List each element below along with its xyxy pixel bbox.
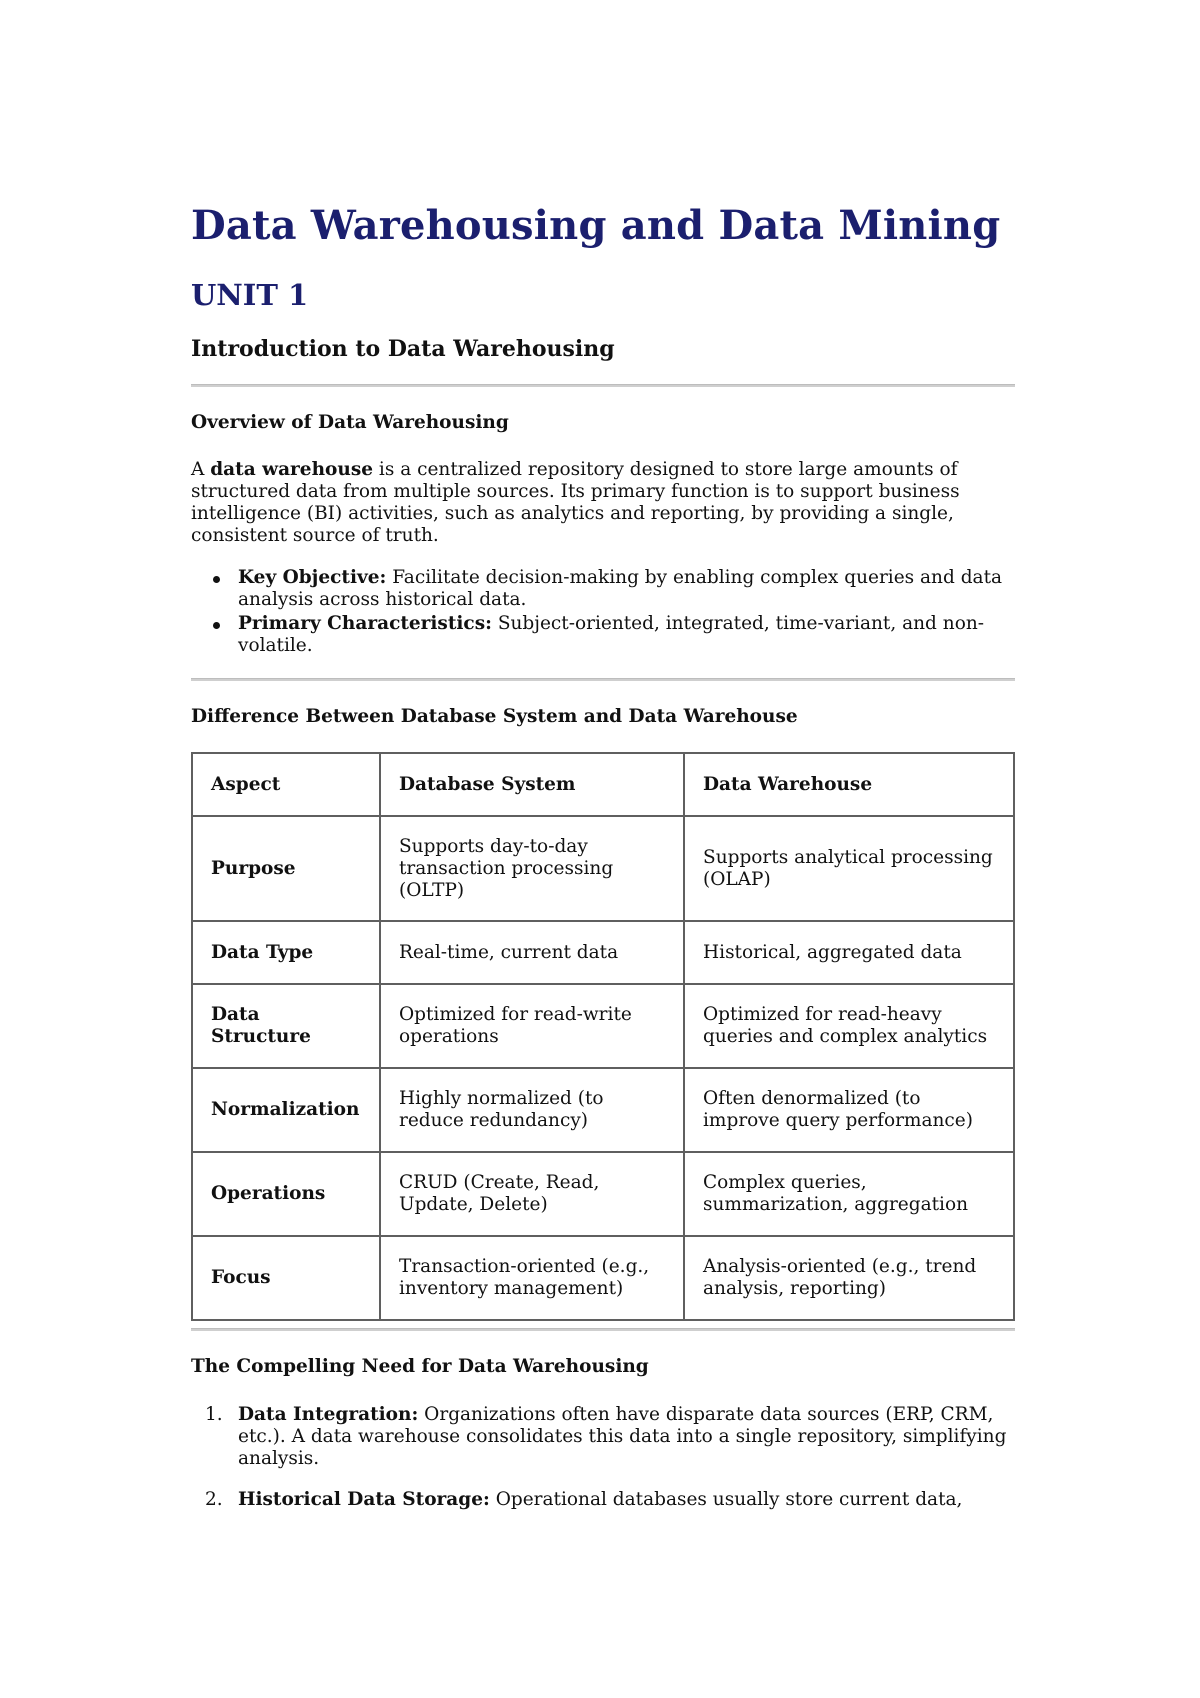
horizontal-rule (191, 384, 1015, 387)
bullet-label: Key Objective: (238, 567, 387, 588)
table-cell: CRUD (Create, Read, Update, Delete) (380, 1152, 684, 1236)
table-row (192, 1236, 1014, 1320)
bullet-icon (213, 622, 220, 629)
table-cell-aspect: Data Type (192, 921, 380, 984)
need-numbered-list (191, 1404, 1015, 1511)
overview-bullet-list (191, 567, 1015, 659)
overview-para-bold-term: data warehouse (210, 459, 374, 480)
table-header-cell: Aspect (192, 753, 380, 816)
table-cell: Transaction-oriented (e.g., inventory management) (380, 1236, 684, 1320)
overview-paragraph (191, 459, 1015, 547)
difference-heading: Difference Between Database System and Data Warehouse (191, 706, 798, 727)
list-item (238, 613, 1015, 657)
document-title: Data Warehousing and Data Mining (191, 202, 1001, 249)
list-number: 1. (205, 1404, 223, 1425)
table-cell: Complex queries, summarization, aggregation (684, 1152, 1014, 1236)
list-number: 2. (205, 1489, 223, 1510)
table-row (192, 816, 1014, 921)
table-cell: Supports analytical processing (OLAP) (684, 816, 1014, 921)
unit-heading: UNIT 1 (191, 278, 309, 312)
bullet-text: Facilitate decision-making by enabling complex queries and data analysis across historical data. (238, 567, 1003, 610)
table-row (192, 921, 1014, 984)
horizontal-rule (191, 1328, 1015, 1331)
overview-heading: Overview of Data Warehousing (191, 412, 509, 433)
table-cell-aspect: Normalization (192, 1068, 380, 1152)
list-item-text: Operational databases usually store current data, (489, 1489, 963, 1510)
table-cell: Supports day-to-day transaction processing (OLTP) (380, 816, 684, 921)
table-row (192, 1068, 1014, 1152)
table-row (192, 984, 1014, 1068)
table-cell: Highly normalized (to reduce redundancy) (380, 1068, 684, 1152)
list-item-text: Organizations often have disparate data sources (ERP, CRM, etc.). A data warehouse consolidates this data into a single repository, simplifying analysis. (238, 1404, 1007, 1469)
table-header-cell: Data Warehouse (684, 753, 1014, 816)
table-cell: Optimized for read-write operations (380, 984, 684, 1068)
table-cell-aspect: Data Structure (192, 984, 380, 1068)
table-cell: Optimized for read-heavy queries and complex analytics (684, 984, 1014, 1068)
table-header-cell: Database System (380, 753, 684, 816)
table-cell: Often denormalized (to improve query performance) (684, 1068, 1014, 1152)
table-cell: Analysis-oriented (e.g., trend analysis, reporting) (684, 1236, 1014, 1320)
bullet-text: Subject-oriented, integrated, time-variant, and non-volatile. (238, 613, 985, 656)
list-item-label: Historical Data Storage: (238, 1489, 490, 1510)
chapter-heading: Introduction to Data Warehousing (191, 336, 615, 362)
horizontal-rule (191, 678, 1015, 681)
table-header-row (192, 753, 1014, 816)
list-item (238, 567, 1015, 611)
list-item-label: Data Integration: (238, 1404, 419, 1425)
table-row (192, 1152, 1014, 1236)
table-cell-aspect: Operations (192, 1152, 380, 1236)
bullet-label: Primary Characteristics: (238, 613, 492, 634)
table-cell-aspect: Focus (192, 1236, 380, 1320)
table-cell-aspect: Purpose (192, 816, 380, 921)
list-item (205, 1404, 1015, 1470)
table-cell: Historical, aggregated data (684, 921, 1014, 984)
need-heading: The Compelling Need for Data Warehousing (191, 1356, 649, 1377)
comparison-table (191, 752, 1015, 1321)
overview-para-text: is a centralized repository designed to store large amounts of structured data from multiple sources. Its primary function is to support business intelligence (BI) activities, such as analytics and reporting, by providing a single, consistent source of truth. (191, 459, 960, 546)
bullet-icon (213, 576, 220, 583)
overview-para-prefix: A (191, 459, 211, 480)
list-item (205, 1489, 1015, 1511)
table-cell: Real-time, current data (380, 921, 684, 984)
